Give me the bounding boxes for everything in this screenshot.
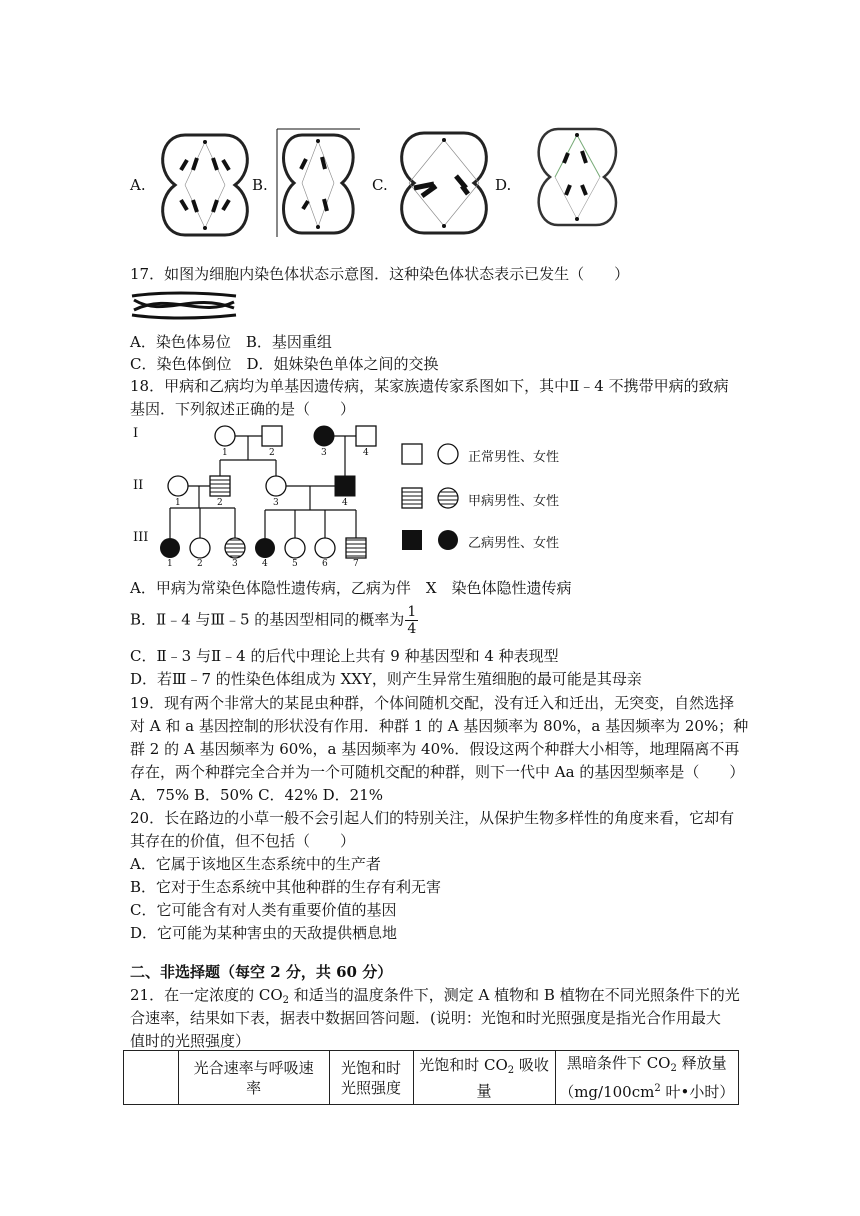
generation-label-1: I [133,426,139,441]
pedigree-legend-symbols [400,438,464,558]
q17-stem: 17．如图为细胞内染色体状态示意图．这种染色体状态表示已发生（ ） [130,265,630,283]
fraction-one-quarter: $\frac{1}{4}$ [407,604,417,637]
q19-options: A．75% B．50% C．42% D．21% [130,786,384,804]
table-header-co2-release: 黑暗条件下 $CO_2$ 释放量 （$mg/100cm^2$ 叶•小时） [555,1051,738,1105]
pedigree-chart [128,418,568,568]
cell-figure-b [272,127,364,239]
gen3-num-1: 1 [167,559,173,569]
generation-label-3: III [133,530,149,545]
table-header-rate: 光合速率与呼吸速 率 [178,1051,329,1105]
table-header-co2-absorb: 光饱和时 $CO_2$ 吸收 量 [413,1051,555,1105]
legend-disease-b: 乙病男性、女性 [468,536,560,551]
q19-line1: 19．现有两个非常大的某昆虫种群，个体间随机交配，没有迁入和迁出，无突变，自然选择 [130,694,735,712]
cell-figure-c [394,128,494,238]
q19-line3: 群 2 的 A 基因频率为 60%，a 基因频率为 40%．假设这两个种群大小相等，地理隔离不再 [130,740,740,758]
q20-line2: 其存在的价值，但不包括（ ） [130,832,356,850]
q18-option-b: B．Ⅱ﹣4 与Ⅲ﹣5 的基因型相同的概率为 $\frac{1}{4}$ [130,604,417,637]
q21-line3: 值时的光照强度） [130,1032,251,1050]
gen3-num-2: 2 [197,559,203,569]
gen3-num-3: 3 [232,559,238,569]
section-heading: 二、非选择题（每空 2 分，共 60 分） [130,963,393,981]
q21-line1: 21．在一定浓度的 $CO_2$ 和适当的温度条件下，测定 A 植物和 B 植物在不同光照条件下的光 [130,986,740,1006]
table-header-row [124,1051,739,1105]
q20-line1: 20．长在路边的小草一般不会引起人们的特别关注，从保护生物多样性的角度来看，它却有 [130,809,735,827]
q21-table [123,1050,739,1105]
cell-figure-d [530,125,625,231]
gen1-num-2: 2 [269,448,275,458]
q20-option-c: C．它可能含有对人类有重要价值的基因 [130,901,397,919]
q21-line2: 合速率，结果如下表，据表中数据回答问题．(说明：光饱和时光照强度是指光合作用最大 [130,1009,721,1027]
generation-label-2: II [133,478,144,493]
q17-option-ab: A．染色体易位 B．基因重组 [130,333,332,351]
option-d-label: D. [495,176,512,194]
option-a-label: A. [130,176,146,194]
option-c-label: C. [372,176,388,194]
q18-option-c: C．Ⅱ﹣3 与Ⅱ﹣4 的后代中理论上共有 9 种基因型和 4 种表现型 [130,647,559,665]
option-b-label: B. [252,176,268,194]
table-header-light: 光饱和时 光照强度 [329,1051,413,1105]
gen3-num-4: 4 [262,559,268,569]
legend-normal: 正常男性、女性 [468,450,560,465]
gen1-num-1: 1 [222,448,228,458]
gen2-num-2: 2 [217,498,223,508]
pedigree-lines [128,418,398,568]
chromosome-figure [130,290,238,320]
q20-option-b: B．它对于生态系统中其他种群的生存有利无害 [130,878,442,896]
q20-option-d: D．它可能为某种害虫的天敌提供栖息地 [130,924,398,942]
q18-option-a: A．甲病为常染色体隐性遗传病，乙病为伴 X 染色体隐性遗传病 [130,579,572,597]
gen2-num-1: 1 [175,498,181,508]
gen2-num-3: 3 [273,498,279,508]
q18-stem-line2: 基因．下列叙述正确的是（ ） [130,400,356,418]
q19-line2: 对 A 和 a 基因控制的形状没有作用．种群 1 的 A 基因频率为 80%，a 基因频率为 20%；种 [130,717,749,735]
gen3-num-7: 7 [353,559,359,569]
q18-stem-line1: 18．甲病和乙病均为单基因遗传病，某家族遗传家系图如下，其中Ⅱ﹣4 不携带甲病的致病 [130,377,729,395]
q17-option-cd: C．染色体倒位 D．姐妹染色单体之间的交换 [130,355,439,373]
q18-option-d: D．若Ⅲ﹣7 的性染色体组成为 XXY，则产生异常生殖细胞的最可能是其母亲 [130,670,642,688]
legend-disease-a: 甲病男性、女性 [468,494,560,509]
gen3-num-6: 6 [322,559,328,569]
q20-option-a: A．它属于该地区生态系统中的生产者 [130,855,381,873]
gen1-num-4: 4 [363,448,369,458]
q19-line4: 存在，两个种群完全合并为一个可随机交配的种群，则下一代中 Aa 的基因型频率是（ ） [130,763,745,781]
cell-figure-a [155,130,255,240]
table-header-empty [124,1051,179,1105]
gen1-num-3: 3 [321,448,327,458]
gen3-num-5: 5 [292,559,298,569]
gen2-num-4: 4 [342,498,348,508]
